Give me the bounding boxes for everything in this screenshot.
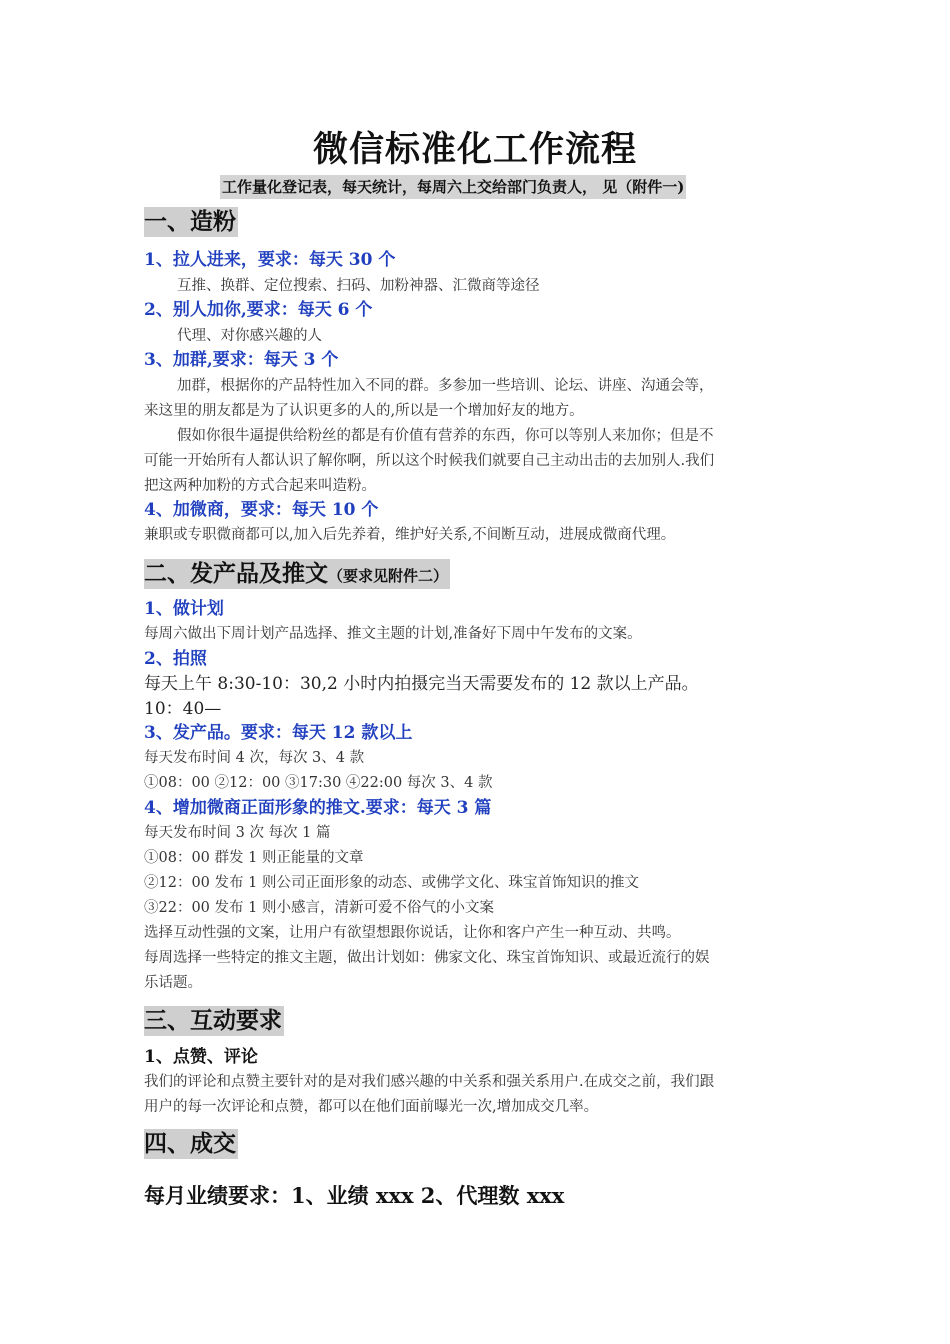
paragraph-line: 可能一开始所有人都认识了解你啊，所以这个时候我们就要自己主动出击的去加别人.我们 xyxy=(144,453,715,469)
paragraph-line: 兼职或专职微商都可以,加入后先养着，维护好关系,不间断互动，进展成微商代理。 xyxy=(144,527,676,543)
section-heading-2 xyxy=(144,559,450,589)
item-heading-1-2: 2、别人加你,要求：每天 6 个 xyxy=(144,300,373,320)
paragraph-line: ①08：00 ②12：00 ③17:30 ④22:00 每次 3、4 款 xyxy=(144,775,493,791)
paragraph-line: 每天发布时间 3 次 每次 1 篇 xyxy=(144,825,331,841)
section-heading-3: 三、互动要求 xyxy=(144,1007,282,1034)
paragraph-line: 每周六做出下周计划产品选择、推文主题的计划,准备好下周中午发布的文案。 xyxy=(144,626,642,642)
paragraph-line: 每天上午 8:30-10：30,2 小时内拍摄完当天需要发布的 12 款以上产品。 xyxy=(144,674,699,694)
item-heading-1-4: 4、加微商，要求：每天 10 个 xyxy=(144,500,379,520)
section-heading-4: 四、成交 xyxy=(144,1130,236,1157)
paragraph-line: 每周选择一些特定的推文主题，做出计划如：佛家文化、珠宝首饰知识、或最近流行的娱 xyxy=(144,950,710,966)
item-heading-1-1: 1、拉人进来，要求：每天 30 个 xyxy=(144,250,396,270)
paragraph-line: 假如你很牛逼提供给粉丝的都是有价值有营养的东西，你可以等别人来加你；但是不 xyxy=(177,428,714,444)
section-heading-2-note: （要求见附件二） xyxy=(328,567,449,585)
paragraph-line: 加群，根据你的产品特性加入不同的群。多参加一些培训、论坛、讲座、沟通会等， xyxy=(177,378,714,394)
item-heading-1-3: 3、加群,要求：每天 3 个 xyxy=(144,350,339,370)
paragraph-line: 10：40— xyxy=(144,699,222,719)
paragraph-line: 每天发布时间 4 次，每次 3、4 款 xyxy=(144,750,365,766)
page-subtitle: 工作量化登记表，每天统计，每周六上交给部门负责人， 见（附件一) xyxy=(220,175,686,199)
paragraph-line: 用户的每一次评论和点赞，都可以在他们面前曝光一次,增加成交几率。 xyxy=(144,1099,599,1115)
paragraph-line: 来这里的朋友都是为了认识更多的人的,所以是一个增加好友的地方。 xyxy=(144,403,584,419)
item-heading-2-1: 1、做计划 xyxy=(144,599,224,619)
paragraph-line: 互推、换群、定位搜索、扫码、加粉神器、汇微商等途径 xyxy=(177,278,540,294)
page-title: 微信标准化工作流程 xyxy=(312,129,637,170)
paragraph-line: 把这两种加粉的方式合起来叫造粉。 xyxy=(144,478,376,494)
item-heading-2-2: 2、拍照 xyxy=(144,649,207,669)
paragraph-line: 乐话题。 xyxy=(144,975,202,991)
paragraph-line: 选择互动性强的文案，让用户有欲望想跟你说话，让你和客户产生一种互动、共鸣。 xyxy=(144,925,681,941)
paragraph-line: ③22：00 发布 1 则小感言，清新可爱不俗气的小文案 xyxy=(144,900,494,916)
section-heading-2-text: 二、发产品及推文 xyxy=(144,560,328,587)
item-heading-2-4: 4、增加微商正面形象的推文.要求：每天 3 篇 xyxy=(144,798,492,818)
section-heading-1: 一、造粉 xyxy=(144,208,236,235)
paragraph-line: 我们的评论和点赞主要针对的是对我们感兴趣的中关系和强关系用户.在成交之前，我们跟 xyxy=(144,1074,715,1090)
item-heading-3-1: 1、点赞、评论 xyxy=(144,1047,258,1067)
item-heading-2-3: 3、发产品。要求：每天 12 款以上 xyxy=(144,723,413,743)
paragraph-line: ①08：00 群发 1 则正能量的文章 xyxy=(144,850,364,866)
paragraph-line: 代理、对你感兴趣的人 xyxy=(177,328,322,344)
paragraph-line: ②12：00 发布 1 则公司正面形象的动态、或佛学文化、珠宝首饰知识的推文 xyxy=(144,875,639,891)
monthly-requirement: 每月业绩要求：1、业绩 xxx 2、代理数 xxx xyxy=(144,1183,565,1208)
